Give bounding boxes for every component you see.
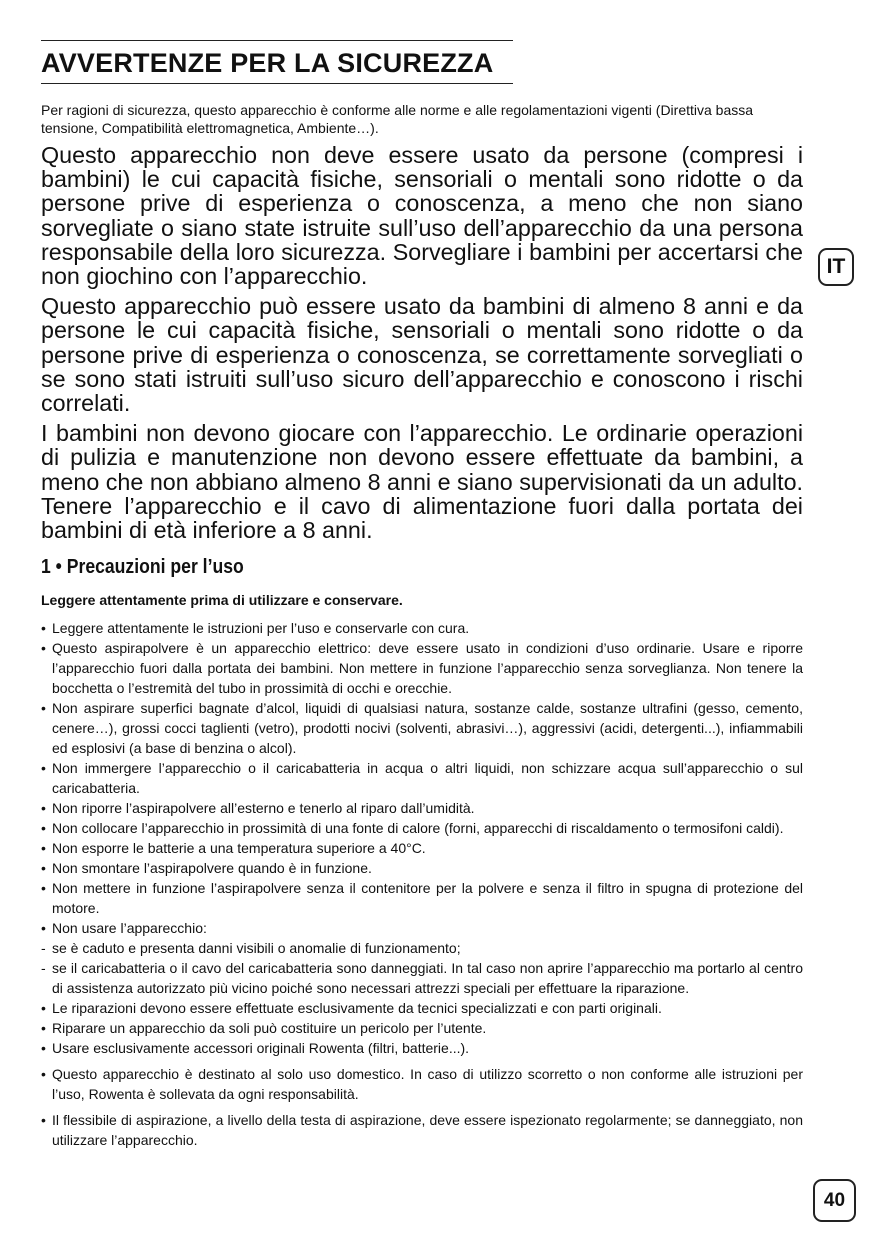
precautions-section bbox=[41, 554, 803, 1150]
list-subitem bbox=[41, 938, 803, 958]
list-item-text: Non immergere l’apparecchio o il caricabatteria in acqua o altri liquidi, non schizzare acqua sull’apparecchio o sul caricabatteria. bbox=[52, 760, 803, 796]
list-item bbox=[41, 638, 803, 698]
list-marker: • bbox=[41, 640, 46, 656]
list-item-text: Questo aspirapolvere è un apparecchio elettrico: deve essere usato in condizioni d’uso ordinarie. Usare e riporre l’apparecchio fuori dalla portata dei bambini. Non mettere in funzione l’apparecchio senza sorveglianza. Non tenere la bocchetta o l’estremità del tubo in prossimità di occhi e orecchie. bbox=[52, 640, 803, 696]
page-number-badge: 40 bbox=[813, 1179, 856, 1222]
list-item bbox=[41, 918, 803, 938]
list-marker: • bbox=[41, 880, 46, 896]
list-item-text: Riparare un apparecchio da soli può costituire un pericolo per l’utente. bbox=[52, 1020, 487, 1036]
list-marker: - bbox=[41, 940, 46, 956]
list-item-text: Non aspirare superfici bagnate d’alcol, liquidi di qualsiasi natura, sostanze calde, sostanze ultrafini (gesso, cemento, cenere…), grossi cocci taglienti (vetro), prodotti nocivi (solventi, abrasivi…), aggressivi (acidi, detergenti...), infiammabili ed esplosivi (a base di benzina o alcol). bbox=[52, 700, 803, 756]
page-header bbox=[41, 40, 513, 84]
list-item bbox=[41, 1018, 803, 1038]
list-marker: • bbox=[41, 860, 46, 876]
list-item bbox=[41, 698, 803, 758]
list-item bbox=[41, 1038, 803, 1058]
list-item-text: Il flessibile di aspirazione, a livello della testa di aspirazione, deve essere ispezionato regolarmente; se danneggiato, non utilizzare l’apparecchio. bbox=[52, 1112, 803, 1148]
list-item-text: se il caricabatteria o il cavo del caricabatteria sono danneggiati. In tal caso non aprire l’apparecchio ma portarlo al centro di assistenza autorizzato più vicino poiché sono necessari attrezzi speciali per effettuare la riparazione. bbox=[52, 960, 803, 996]
list-item-text: Leggere attentamente le istruzioni per l’uso e conservarle con cura. bbox=[52, 620, 470, 636]
list-marker: • bbox=[41, 1112, 46, 1128]
list-marker: • bbox=[41, 760, 46, 776]
list-marker: • bbox=[41, 1066, 46, 1082]
list-item-text: Non esporre le batterie a una temperatura superiore a 40°C. bbox=[52, 840, 426, 856]
intro-paragraph: Per ragioni di sicurezza, questo apparecchio è conforme alle norme e alle regolamentazioni vigenti (Direttiva bassa tensione, Compatibilità elettromagnetica, Ambiente…). bbox=[41, 102, 754, 136]
list-marker: • bbox=[41, 820, 46, 836]
list-item-text: Non smontare l’aspirapolvere quando è in funzione. bbox=[52, 860, 372, 876]
list-item-text: Non riporre l’aspirapolvere all’esterno e tenerlo al riparo dall’umidità. bbox=[52, 800, 475, 816]
list-item bbox=[41, 818, 803, 838]
list-item-text: Non mettere in funzione l’aspirapolvere senza il contenitore per la polvere e senza il filtro in spugna di protezione del motore. bbox=[52, 880, 803, 916]
warning-paragraph: Questo apparecchio non deve essere usato da persone (compresi i bambini) le cui capacità fisiche, sensoriali o mentali sono ridotte o da persone prive di esperienza o conoscenza, a meno che non siano sorvegliate o siano state istruite sull’uso dell’apparecchio da una persona responsabile della loro sicurezza. Sorvegliare i bambini per accertarsi che non giochino con l’apparecchio. bbox=[41, 142, 803, 290]
warnings-block bbox=[41, 143, 803, 548]
language-badge: IT bbox=[818, 248, 854, 286]
list-marker: • bbox=[41, 840, 46, 856]
list-marker: • bbox=[41, 800, 46, 816]
warning-paragraph: Questo apparecchio può essere usato da bambini di almeno 8 anni e da persone le cui capacità fisiche, sensoriali o mentali sono ridotte o da persone prive di esperienza o conoscenza, se correttamente sorvegliati o se sono stati istruiti sull’uso sicuro dell’apparecchio e conoscono i rischi correlati. bbox=[41, 293, 803, 417]
list-item-text: Le riparazioni devono essere effettuate esclusivamente da tecnici specializzati e con parti originali. bbox=[52, 1000, 662, 1016]
list-item bbox=[41, 1110, 803, 1150]
list-item-text: Questo apparecchio è destinato al solo uso domestico. In caso di utilizzo scorretto o non conforme alle istruzioni per l’uso, Rowenta è sollevata da ogni responsabilità. bbox=[52, 1066, 803, 1102]
section-intro: Leggere attentamente prima di utilizzare e conservare. bbox=[41, 592, 403, 608]
list-item-text: Usare esclusivamente accessori originali Rowenta (filtri, batterie...). bbox=[52, 1040, 470, 1056]
list-marker: • bbox=[41, 1040, 46, 1056]
list-marker: - bbox=[41, 960, 46, 976]
section-title: 1 • Precauzioni per l’uso bbox=[41, 556, 244, 578]
list-item bbox=[41, 838, 803, 858]
list-item-text: se è caduto e presenta danni visibili o anomalie di funzionamento; bbox=[52, 940, 461, 956]
list-subitem bbox=[41, 958, 803, 998]
list-item bbox=[41, 878, 803, 918]
warning-paragraph: I bambini non devono giocare con l’apparecchio. Le ordinarie operazioni di pulizia e manutenzione non devono essere effettuate da bambini, a meno che non abbiano almeno 8 anni e siano supervisionati da un adulto. Tenere l’apparecchio e il cavo di alimentazione fuori dalla portata dei bambini di età inferiore a 8 anni. bbox=[41, 420, 803, 544]
list-marker: • bbox=[41, 620, 46, 636]
list-item bbox=[41, 618, 803, 638]
list-marker: • bbox=[41, 1000, 46, 1016]
list-item bbox=[41, 858, 803, 878]
list-item bbox=[41, 798, 803, 818]
list-marker: • bbox=[41, 700, 46, 716]
list-item bbox=[41, 758, 803, 798]
list-item-text: Non collocare l’apparecchio in prossimità di una fonte di calore (forni, apparecchi di riscaldamento o termosifoni caldi). bbox=[52, 820, 784, 836]
precautions-list bbox=[41, 618, 803, 1150]
list-item-text: Non usare l’apparecchio: bbox=[52, 920, 207, 936]
list-marker: • bbox=[41, 920, 46, 936]
page-title: AVVERTENZE PER LA SICUREZZA bbox=[41, 48, 494, 78]
list-marker: • bbox=[41, 1020, 46, 1036]
list-item bbox=[41, 1064, 803, 1104]
list-item bbox=[41, 998, 803, 1018]
